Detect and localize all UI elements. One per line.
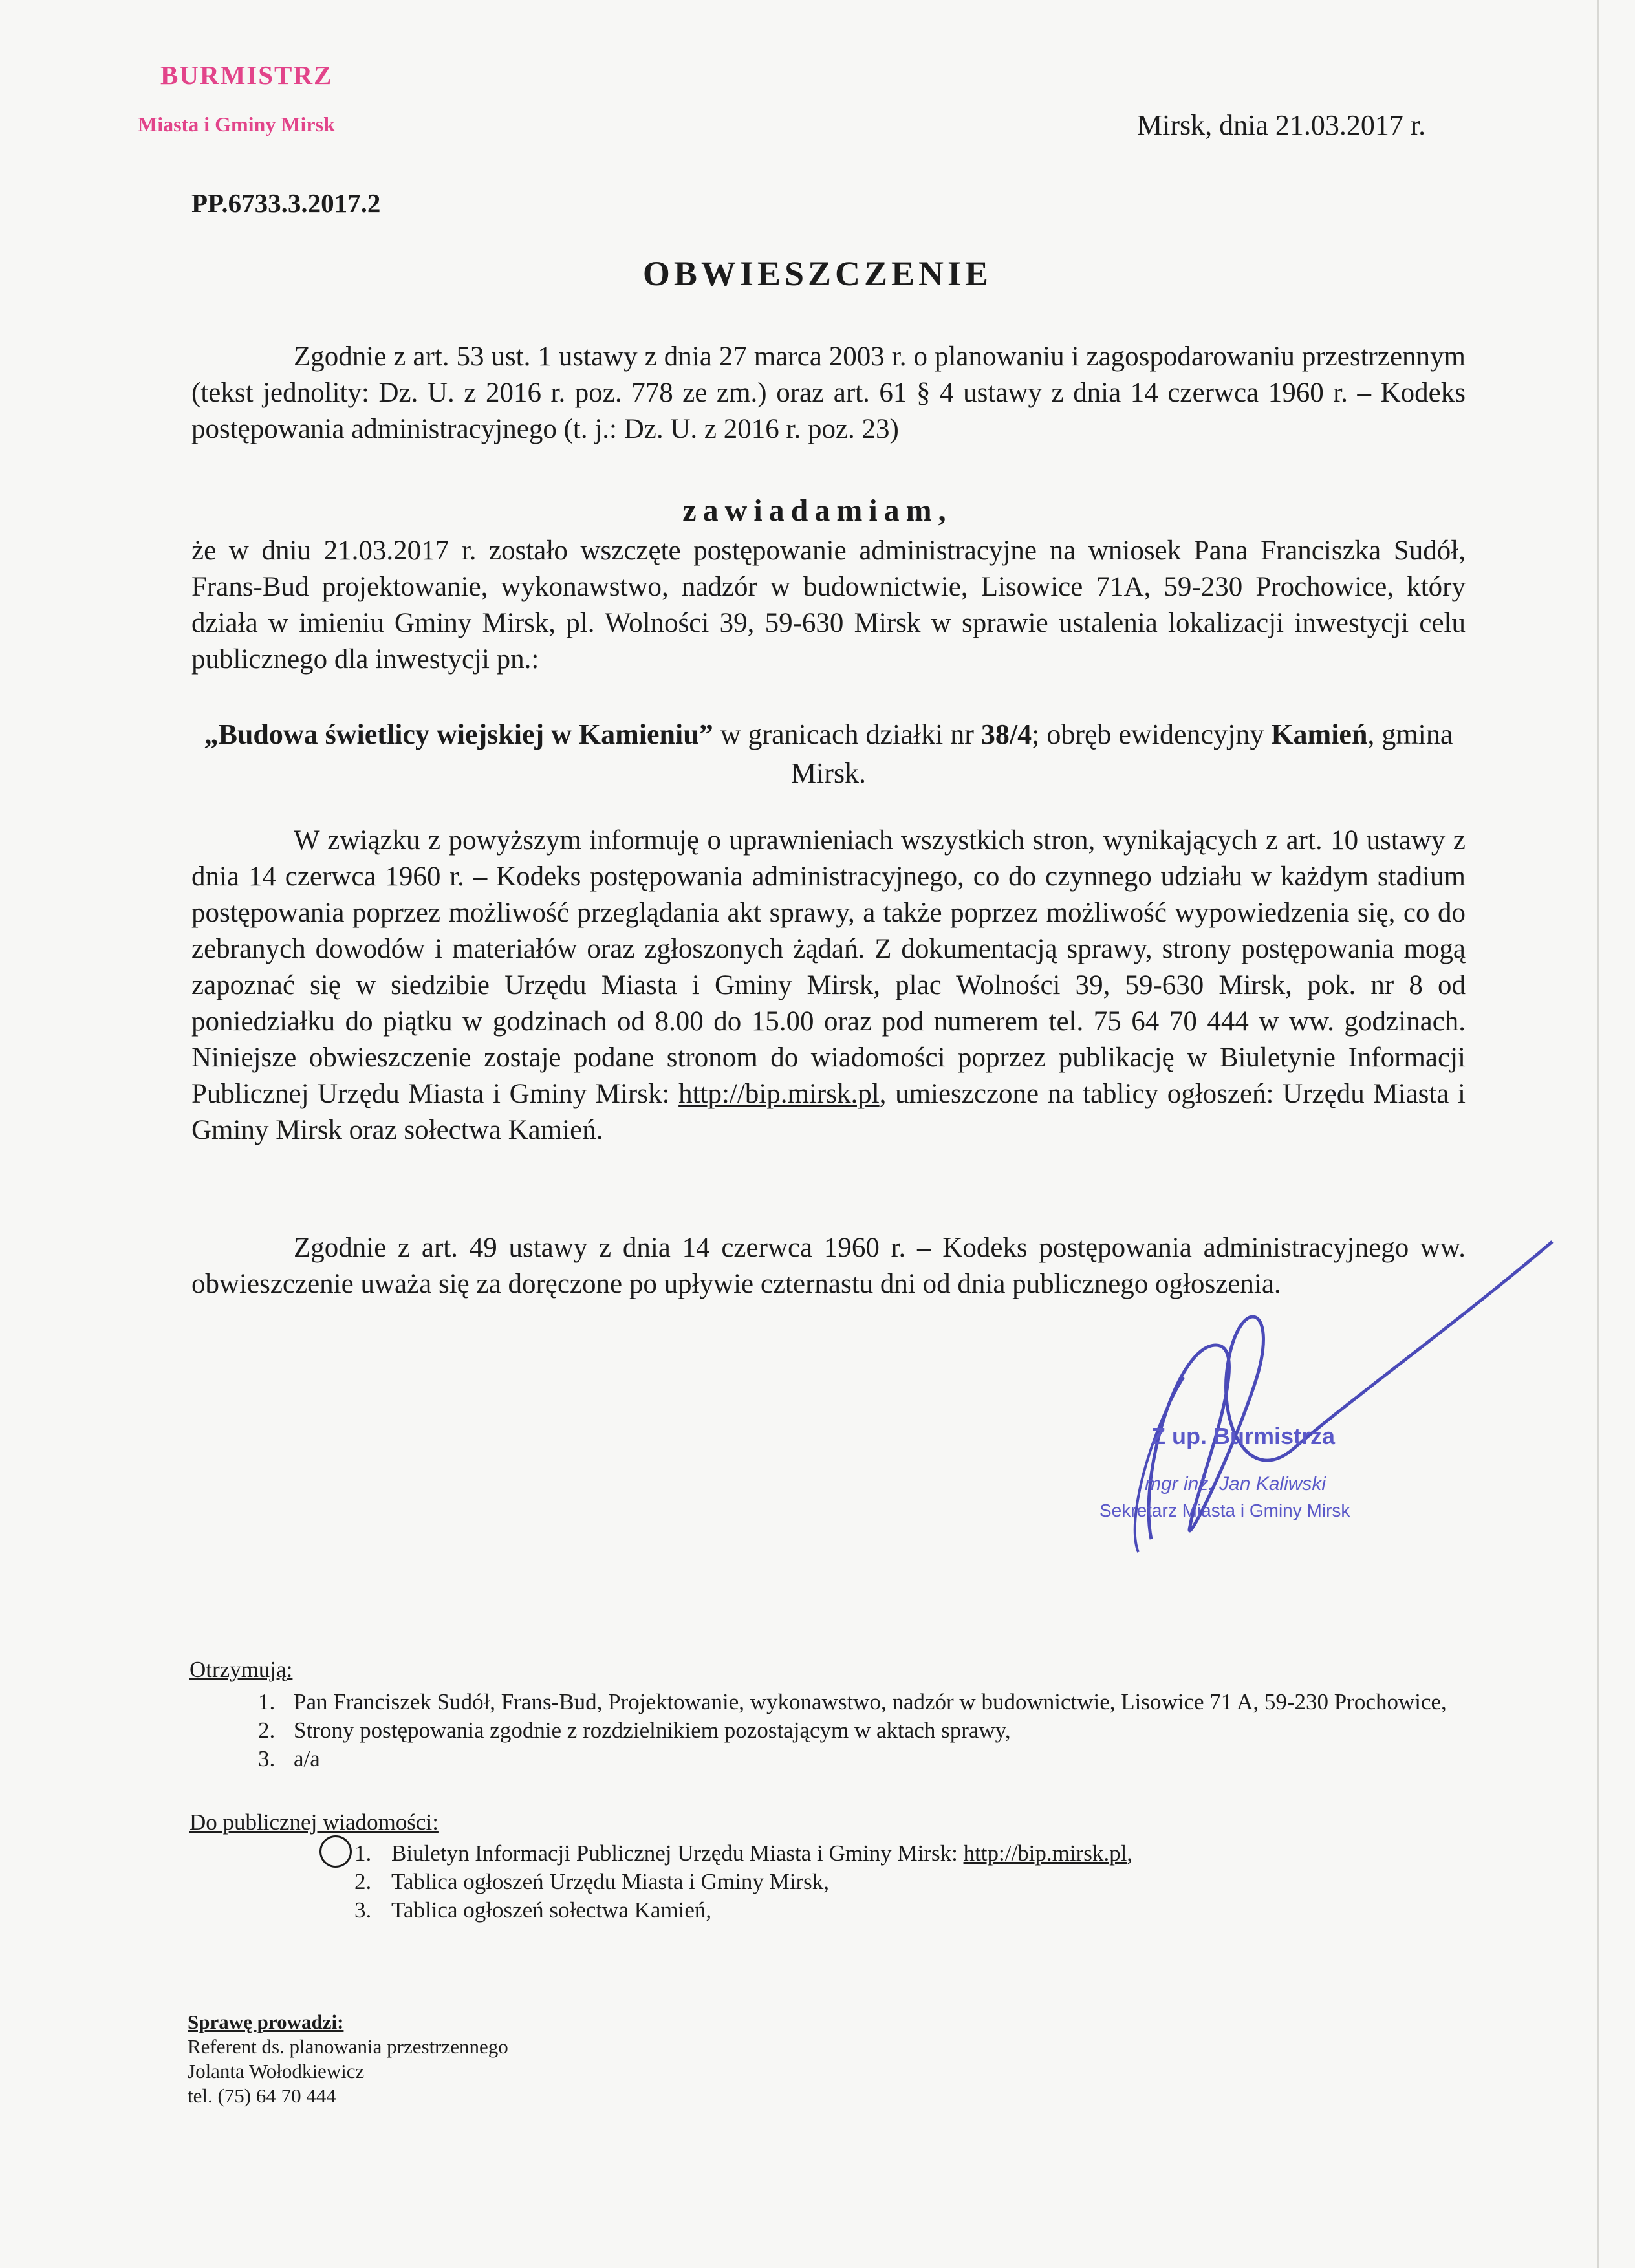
document-title: OBWIESZCZENIE	[642, 254, 993, 293]
list-item: 1. Pan Franciszek Sudół, Frans-Bud, Projektowanie, wykonawstwo, nadzór w budownictwie, Lisowice 71 A, 59-230 Prochowice,	[281, 1688, 1483, 1716]
public-notice-heading: Do publicznej wiadomości:	[189, 1809, 439, 1835]
case-handler-phone: tel. (75) 64 70 444	[188, 2084, 336, 2107]
subject-text-2: ; obręb ewidencyjny	[1032, 718, 1272, 750]
subject-text-3: , gmina Mirsk.	[790, 718, 1453, 789]
recipients-heading: Otrzymują:	[189, 1657, 293, 1682]
case-handler-heading: Sprawę prowadzi:	[188, 2011, 344, 2033]
investment-name: „Budowa świetlicy wiejskiej w Kamieniu”	[204, 718, 713, 750]
public-item-1-text: Biuletyn Informacji Publicznej Urzędu Miasta i Gminy Mirsk:	[391, 1841, 964, 1866]
bip-link-2[interactable]: http://bip.mirsk.pl	[963, 1841, 1127, 1866]
body-paragraph-3: Zgodnie z art. 49 ustawy z dnia 14 czerwca 1960 r. – Kodeks postępowania administracyjnego ww. obwieszczenie uważa się za doręczone po upływie czternastu dni od dnia publicznego ogłoszenia.	[191, 1233, 1466, 1299]
list-item	[377, 1839, 1483, 1868]
public-notice-list	[189, 1839, 1483, 1925]
signature-stamp-line-3: Sekretarz Miasta i Gminy Mirsk	[1099, 1500, 1350, 1520]
announce-heading: zawiadamiam,	[682, 493, 953, 528]
recipients-list	[189, 1688, 1483, 1773]
signature-stamp	[1099, 1410, 1436, 1559]
subject-paragraph	[191, 715, 1466, 793]
list-item: 2. Strony postępowania zgodnie z rozdzielnikiem pozostającym w aktach sprawy,	[281, 1716, 1483, 1745]
scan-edge	[1597, 0, 1599, 2268]
intro-paragraph: Zgodnie z art. 53 ust. 1 ustawy z dnia 27 marca 2003 r. o planowaniu i zagospodarowaniu przestrzennym (tekst jednolity: Dz. U. z 2016 r. poz. 778 ze zm.) oraz art. 61 § 4 ustawy z dnia 14 czerwca 1960 r. – Kodeks postępowania administracyjnego (t. j.: Dz. U. z 2016 r. poz. 23)	[191, 341, 1466, 444]
case-handler-section	[188, 2010, 508, 2108]
stamp-subtitle: Miasta i Gminy Mirsk	[138, 113, 335, 136]
list-item: 3. a/a	[281, 1745, 1483, 1773]
handwritten-circle-mark	[319, 1835, 352, 1868]
place-date: Mirsk, dnia 21.03.2017 r.	[1137, 109, 1426, 141]
body-paragraph-2	[191, 823, 1466, 1149]
plot-number: 38/4	[980, 718, 1032, 750]
list-item: 3. Tablica ogłoszeń sołectwa Kamień,	[377, 1896, 1483, 1925]
body2-text-2: , umieszczone na tablicy ogłoszeń: Urzędu Miasta i Gminy Mirsk oraz sołectwa Kamień.	[191, 1079, 1466, 1145]
public-notice-section	[189, 1808, 1483, 1925]
stamp-title: BURMISTRZ	[160, 60, 333, 90]
bip-link[interactable]: http://bip.mirsk.pl	[678, 1079, 880, 1109]
body-paragraph-1: że w dniu 21.03.2017 r. zostało wszczęte postępowanie administracyjne na wniosek Pana Franciszka Sudół, Frans-Bud projektowanie, wykonawstwo, nadzór w budownictwie, Lisowice 71A, 59-230 Prochowice, który działa w imieniu Gminy Mirsk, pl. Wolności 39, 59-630 Mirsk w sprawie ustalenia lokalizacji inwestycji celu publicznego dla inwestycji pn.:	[191, 535, 1466, 675]
place-name: Kamień	[1271, 718, 1368, 750]
reference-number: PP.6733.3.2017.2	[191, 188, 381, 218]
signature-stamp-line-2: mgr inż. Jan Kaliwski	[1145, 1473, 1326, 1495]
list-item: 2. Tablica ogłoszeń Urzędu Miasta i Gminy Mirsk,	[377, 1868, 1483, 1896]
subject-text-1: w granicach działki nr	[713, 718, 981, 750]
body2-text-1: W związku z powyższym informuję o uprawnieniach wszystkich stron, wynikających z art. 10 ustawy z dnia 14 czerwca 1960 r. – Kodeks postępowania administracyjnego, co do czynnego udziału w każdym stadium postępowania poprzez możliwość przeglądania akt sprawy, a także poprzez możliwość wypowiedzenia się, co do zebranych dowodów i materiałów oraz zgłoszonych żądań. Z dokumentacją sprawy, strony postępowania mogą zapoznać się w siedzibie Urzędu Miasta i Gminy Mirsk, plac Wolności 39, 59-630 Mirsk, pok. nr 8 od poniedziałku do piątku w godzinach od 8.00 do 15.00 oraz pod numerem tel. 75 64 70 444 w ww. godzinach. Niniejsze obwieszczenie zostaje podane stronom do wiadomości poprzez publikację w Biuletynie Informacji Publicznej Urzędu Miasta i Gminy Mirsk:	[191, 825, 1466, 1109]
recipients-section	[189, 1656, 1483, 1773]
case-handler-name: Jolanta Wołodkiewicz	[188, 2060, 365, 2082]
signature-stamp-line-1: Z up. Burmistrza	[1151, 1423, 1336, 1449]
case-handler-role: Referent ds. planowania przestrzennego	[188, 2035, 508, 2058]
public-item-1-end: ,	[1127, 1841, 1133, 1866]
